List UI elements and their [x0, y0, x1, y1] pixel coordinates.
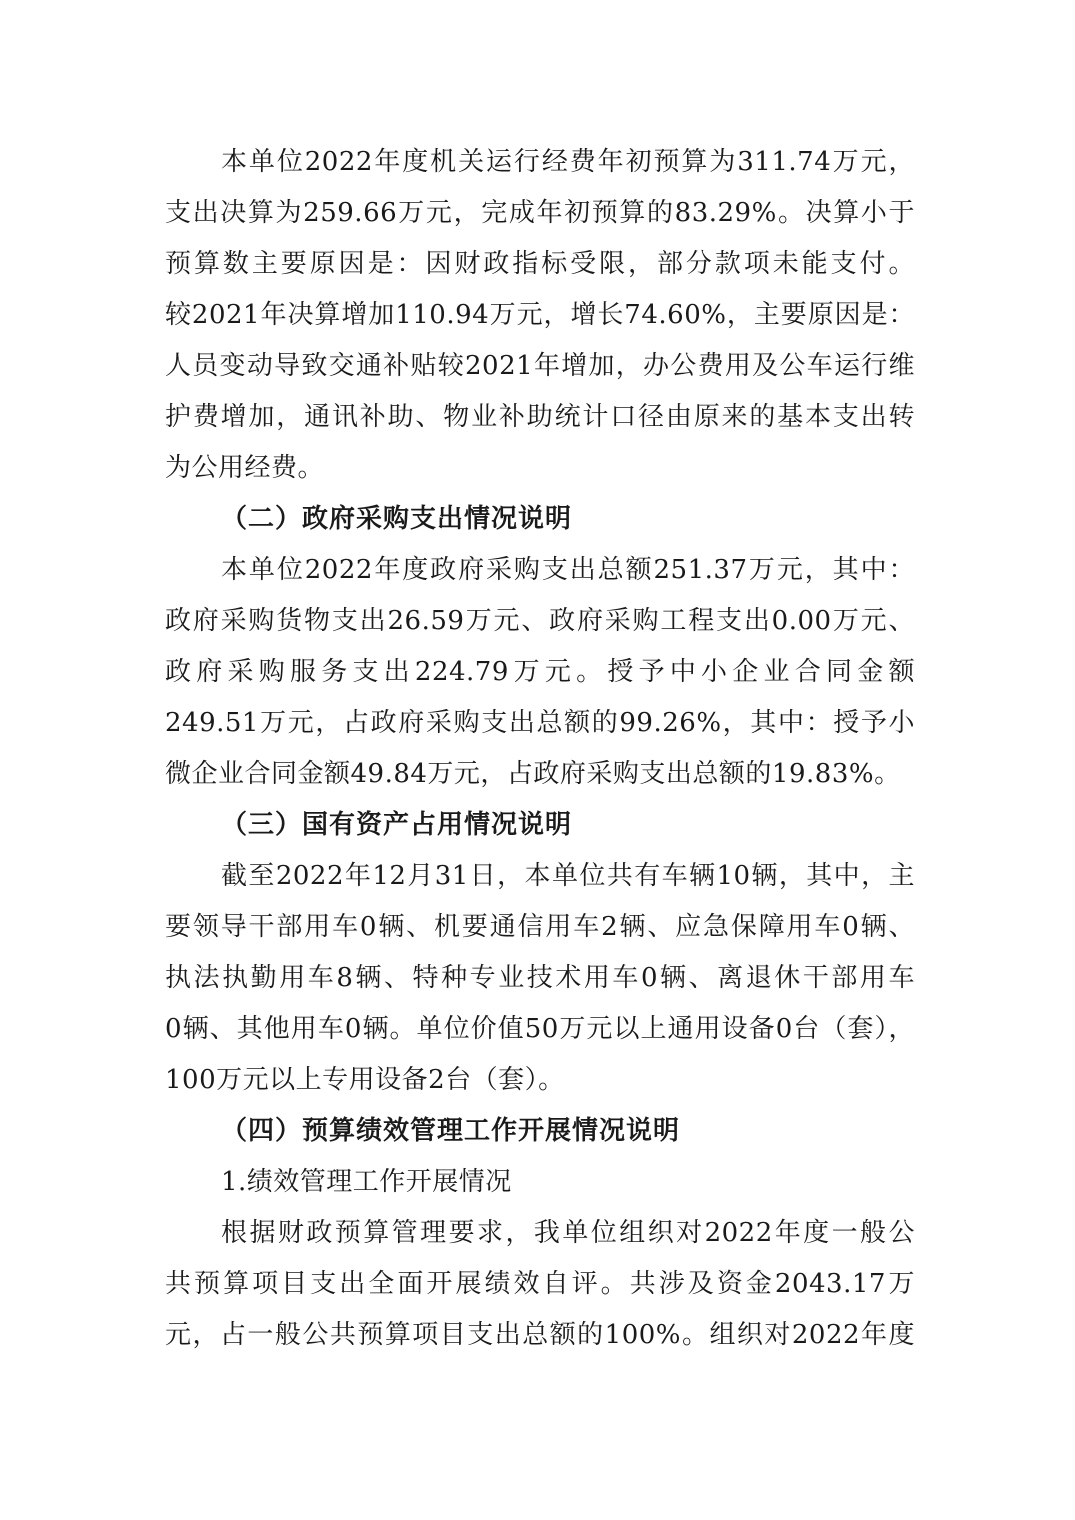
paragraph-assets — [165, 851, 915, 1106]
text-line: 政府采购货物支出26.59万元、政府采购工程支出0.00万元、 — [165, 606, 915, 636]
text-line: 人员变动导致交通补贴较2021年增加，办公费用及公车运行维 — [165, 351, 915, 381]
text-line: 微企业合同金额49.84万元，占政府采购支出总额的19.83%。 — [165, 759, 901, 789]
text-line: 护费增加，通讯补助、物业补助统计口径由原来的基本支出转 — [165, 402, 915, 432]
text-line: 本单位2022年度政府采购支出总额251.37万元，其中： — [221, 555, 915, 585]
text-line: 根据财政预算管理要求，我单位组织对2022年度一般公 — [221, 1218, 915, 1248]
text-line: 共预算项目支出全面开展绩效自评。共涉及资金2043.17万 — [165, 1269, 915, 1299]
document-page — [165, 137, 915, 1361]
text-line: 为公用经费。 — [165, 453, 325, 483]
subsection-title: 1.绩效管理工作开展情况 — [221, 1167, 512, 1197]
text-line: 执法执勤用车8辆、特种专业技术用车0辆、离退休干部用车 — [165, 963, 915, 993]
section-heading-procurement: （二）政府采购支出情况说明 — [221, 504, 573, 534]
text-line: 249.51万元，占政府采购支出总额的99.26%，其中：授予小 — [165, 708, 915, 738]
section-heading-assets: （三）国有资产占用情况说明 — [221, 810, 573, 840]
text-line: 0辆、其他用车0辆。单位价值50万元以上通用设备0台（套）， — [165, 1014, 915, 1044]
text-line: 元，占一般公共预算项目支出总额的100%。组织对2022年度 — [165, 1320, 915, 1350]
text-line: 政府采购服务支出224.79万元。授予中小企业合同金额 — [165, 657, 915, 687]
text-line: 截至2022年12月31日，本单位共有车辆10辆，其中，主 — [221, 861, 915, 891]
text-line: 预算数主要原因是：因财政指标受限，部分款项未能支付。 — [165, 249, 915, 279]
text-line: 支出决算为259.66万元，完成年初预算的83.29%。决算小于 — [165, 198, 915, 228]
paragraph-running-costs — [165, 137, 915, 494]
text-line: 要领导干部用车0辆、机要通信用车2辆、应急保障用车0辆、 — [165, 912, 915, 942]
paragraph-performance — [165, 1208, 915, 1361]
section-heading-performance: （四）预算绩效管理工作开展情况说明 — [221, 1116, 681, 1146]
paragraph-procurement — [165, 545, 915, 800]
text-line: 较2021年决算增加110.94万元，增长74.60%，主要原因是： — [165, 300, 915, 330]
text-line: 100万元以上专用设备2台（套）。 — [165, 1065, 565, 1095]
text-line: 本单位2022年度机关运行经费年初预算为311.74万元， — [221, 147, 915, 177]
